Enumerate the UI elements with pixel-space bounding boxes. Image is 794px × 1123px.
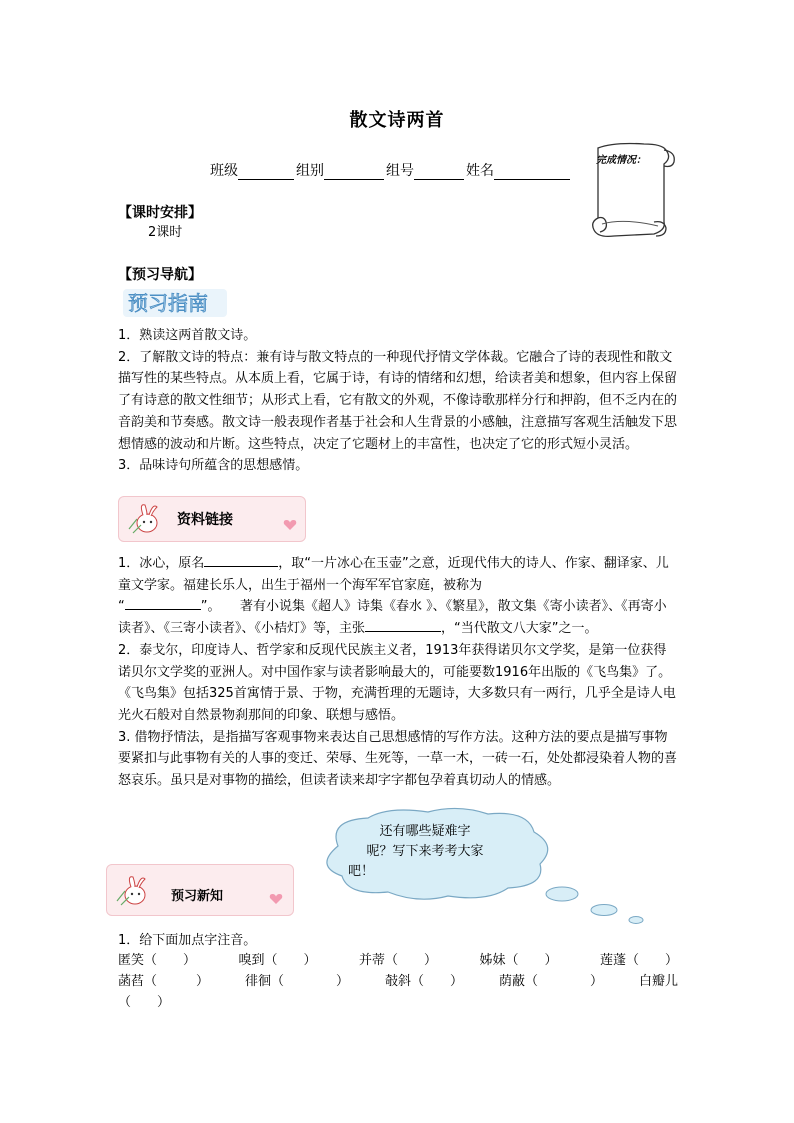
pinyin-row-1 — [118, 950, 678, 972]
bubble-line-2: 呢？写下来考考大家 — [366, 844, 484, 859]
title-blank[interactable] — [125, 597, 201, 610]
class-blank[interactable] — [238, 165, 294, 180]
pinyin-item[interactable]: 荫蔽（ ） — [498, 974, 603, 989]
heart-icon — [269, 893, 283, 905]
pinyin-row-2 — [118, 971, 678, 993]
bubble-line-3: 吧！ — [348, 864, 375, 879]
completion-label: 完成情况： — [596, 155, 646, 166]
schedule-heading: 【课时安排】 — [118, 205, 202, 221]
preview-item-2: 2．了解散文诗的特点：兼有诗与散文特点的一种现代抒情文学体裁。它融合了诗的表现性和散文描写性的某些特点。从本质上看，它属于诗，有诗的情绪和幻想，给读者美和想象，但内容上保留了有诗意的散文性细节；从形式上看，它有散文的外观，不像诗歌那样分行和押韵，但不乏内在的音韵美和节奏感。散文诗一般表现作者基于社会和人生背景的小感触，注意描写客观生活触发下思想情感的波动和片断。这些特点，决定了它题材上的丰富性，也决定了它的形式短小灵活。 — [118, 349, 678, 452]
preview-guide-logo — [122, 286, 230, 320]
group-label: 组别 — [296, 163, 324, 179]
advocacy-blank[interactable] — [365, 619, 441, 632]
original-name-blank[interactable] — [204, 554, 278, 567]
question-1: 1．给下面加点字注音。 — [118, 933, 257, 948]
pinyin-item[interactable]: 并蒂（ ） — [358, 953, 437, 968]
preview-logo-text: 预习指南 — [128, 291, 208, 315]
pinyin-item[interactable]: 嗅到（ ） — [238, 953, 317, 968]
bubble-line-1: 还有哪些疑难字 — [379, 824, 471, 839]
pinyin-item[interactable]: 姊妹（ ） — [479, 953, 558, 968]
resource-item-2: 2．泰戈尔，印度诗人、哲学家和反现代民族主义者，1913年获得诺贝尔文学奖，是第一位获得诺贝尔文学奖的亚洲人。对中国作家与读者影响最大的，可能要数1916年出版的《飞鸟集》了。《飞鸟集》包括325首寓情于景、于物，充满哲理的无题诗，大多数只有一两行，几乎全是诗人电光火石般对自然景物刹那间的印象、联想与感悟。 — [118, 642, 676, 723]
new-knowledge-banner — [106, 864, 294, 916]
preview-item-3: 3．品味诗句所蕴含的思想感情。 — [118, 458, 309, 474]
pinyin-row-3[interactable]: （ ） — [118, 995, 171, 1010]
page-title: 散文诗两首 — [349, 110, 445, 131]
resource-item-1: 1．冰心，原名 ，取“一片冰心在玉壶”之意，近现代伟大的诗人、作家、翻译家、儿童文学家。福建长乐人，出生于福州一个海军军官家庭，被称为 “ ”。 著有小说集《超人》诗集《春水 》、《繁星》，散文集《寄小读者》、《再寄小读者》、《三寄小读者》、《小桔灯》等，主张 ，“当代散文八大家”之一。 — [118, 556, 669, 637]
heart-icon — [283, 519, 297, 531]
pinyin-item[interactable]: 莲蓬（ ） — [599, 953, 678, 968]
rabbit-icon — [111, 869, 155, 911]
name-blank[interactable] — [494, 165, 570, 180]
number-blank[interactable] — [414, 165, 464, 180]
pinyin-item[interactable]: 菡萏（ ） — [118, 974, 210, 989]
pinyin-item[interactable]: 匿笑（ ） — [118, 953, 197, 968]
resource-banner — [118, 496, 306, 542]
resource-banner-text: 资料链接 — [177, 512, 233, 528]
pinyin-item[interactable]: 白瓣儿 — [638, 974, 678, 989]
resource-list — [118, 553, 678, 792]
resource-item-3: 3. 借物抒情法，是指描写客观事物来表达自己思想感情的写作方法。这种方法的要点是描写事物要紧扣与此事物有关的人事的变迁、荣辱、生死等，一草一木，一砖一石，处处都浸染着人物的喜怒哀乐。虽只是对事物的描绘，但读者读来却字字都包孕着真切动人的情感。 — [118, 729, 678, 789]
schedule-value: 2课时 — [148, 225, 183, 240]
bubble-text — [330, 822, 520, 882]
preview-item-1: 1．熟读这两首散文诗。 — [118, 328, 257, 343]
name-label: 姓名 — [466, 163, 494, 179]
pinyin-item[interactable]: 攲斜（ ） — [384, 974, 463, 989]
pinyin-item[interactable]: 徘徊（ ） — [244, 974, 349, 989]
number-label: 组号 — [386, 163, 414, 179]
new-knowledge-banner-text: 预习新知 — [171, 889, 224, 904]
class-label: 班级 — [210, 163, 238, 179]
rabbit-icon — [123, 499, 167, 539]
group-blank[interactable] — [324, 165, 384, 180]
student-info-fields — [210, 160, 572, 180]
preview-heading: 【预习导航】 — [118, 267, 202, 283]
preview-list — [118, 325, 678, 477]
